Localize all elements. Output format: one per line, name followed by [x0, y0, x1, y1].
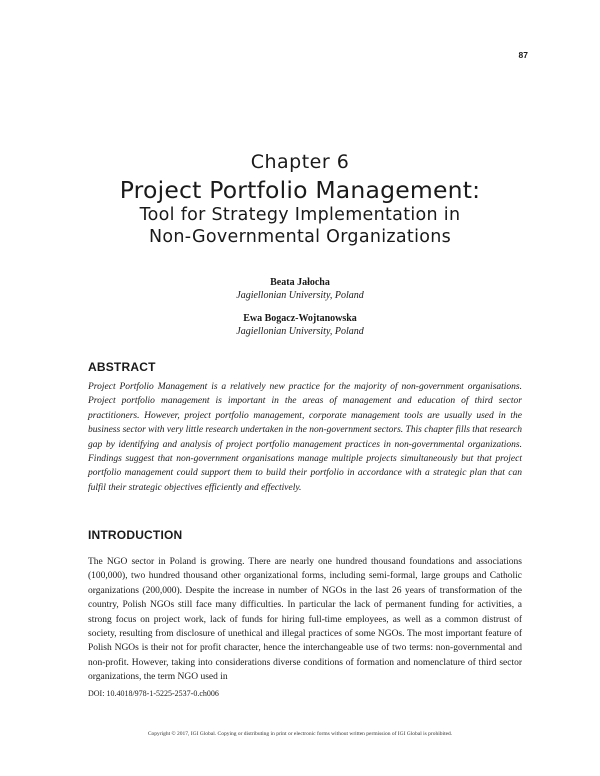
introduction-text: The NGO sector in Poland is growing. There are nearly one hundred thousand foundations and associations (100,000), two hundred thousand other organizational forms, including semi-formal, large groups and Catholic organizations (200,000). Despite the increase in number of NGOs in the last 26 years of transformation of the country, Polish NGOs still face many difficulties. In particular the lack of permanent funding for activities, a strong focus on project work, lack of funds for hiring full-time employees, as well as a common distrust of society, resulting from disclosure of unethical and illegal practices of some NGOs. The most important feature of Polish NGOs is their not for profit character, hence the interchangeable use of two terms: non-governmental and non-profit. However, taking into considerations diverse conditions of formation and nomenclature of third sector organizations, the term NGO used in	[88, 557, 522, 683]
chapter-subtitle-line-2: Non-Governmental Organizations	[148, 227, 452, 247]
author-name: Beata Jałocha	[270, 277, 330, 288]
author-spacer	[0, 302, 600, 312]
copyright-notice: Copyright © 2017, IGI Global. Copying or distributing in print or electronic forms without written permission of IGI Global is prohibited.	[147, 731, 453, 737]
chapter-subtitle-line-1: Tool for Strategy Implementation in	[139, 205, 461, 225]
author-name: Ewa Bogacz-Wojtanowska	[243, 313, 357, 324]
chapter-label: Chapter 6	[250, 151, 350, 173]
author-list	[0, 276, 600, 338]
author-affiliation: Jagiellonian University, Poland	[236, 290, 364, 301]
doi-reference: DOI: 10.4018/978-1-5225-2537-0.ch006	[88, 689, 219, 698]
chapter-title: Project Portfolio Management:	[119, 176, 481, 204]
author-affiliation: Jagiellonian University, Poland	[236, 326, 364, 337]
abstract-text: Project Portfolio Management is a relatively new practice for the majority of non-government organisations. Project portfolio management is important in the areas of management and education of third sector practitioners. However, project portfolio management, corporate management tools are usually used in the business sector with very little research undertaken in the non-government sectors. This chapter fills that research gap by identifying and analysis of project portfolio management practices in non-governmental organizations. Findings suggest that non-government organisations manage multiple projects simultaneously but that project portfolio management could support them to build their portfolio in accordance with a strategic plan that can fulfil their strategic objectives efficiently and effectively.	[88, 382, 522, 493]
abstract-heading: ABSTRACT	[88, 360, 156, 374]
chapter-header	[0, 150, 600, 248]
page-number: 87	[518, 50, 528, 60]
introduction-heading: INTRODUCTION	[88, 528, 183, 542]
